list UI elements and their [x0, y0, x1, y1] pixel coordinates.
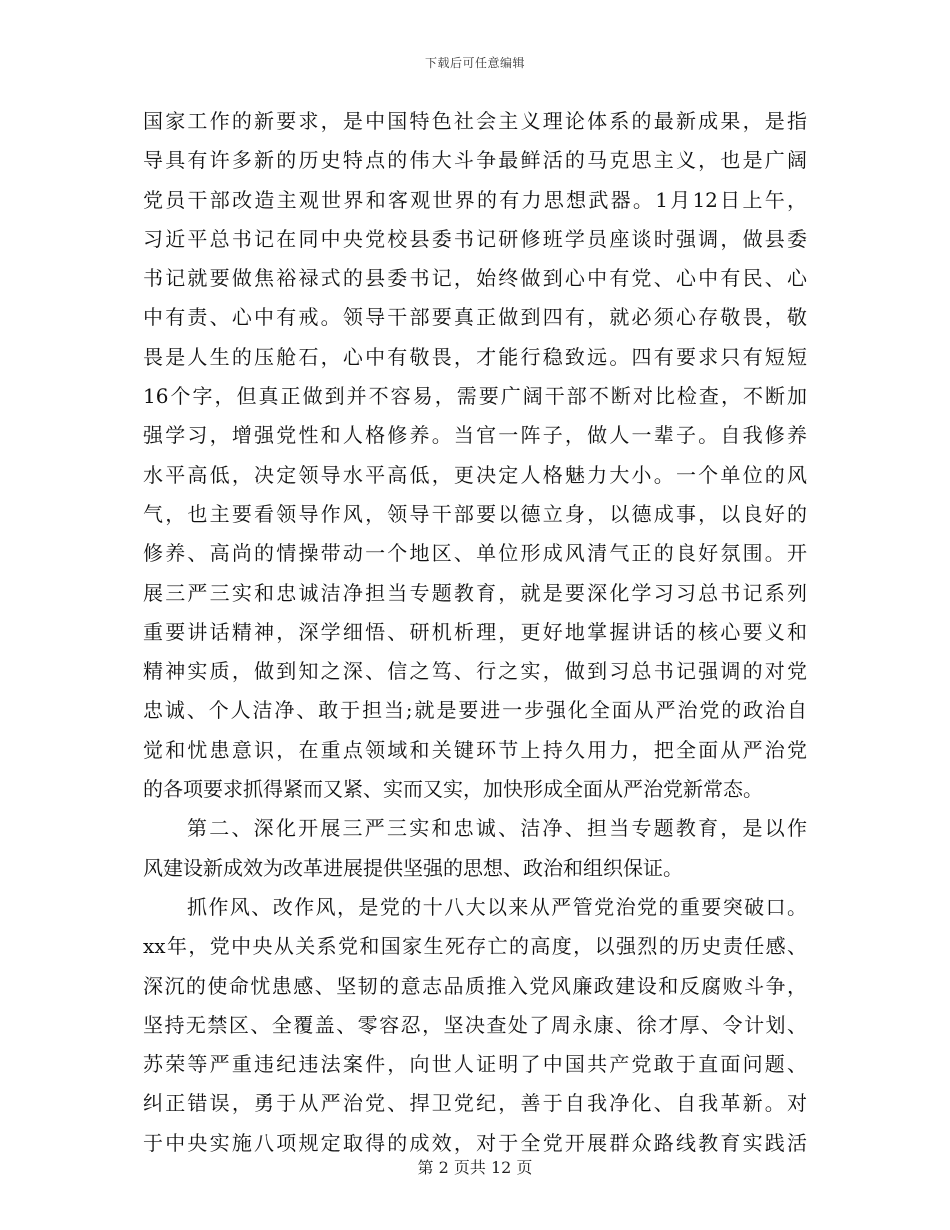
- page-header: 下载后可任意编辑: [424, 56, 525, 70]
- text-line: 水平高低，决定领导水平高低，更决定人格魅力大小。一个单位的风: [143, 462, 807, 487]
- text-line: 风建设新成效为改革进展提供坚强的思想、政治和组织保证。: [143, 855, 683, 880]
- text-line: 16个字，但真正做到并不容易，需要广阔干部不断对比检查，不断加: [143, 384, 807, 409]
- text-line: 抓作风、改作风，是党的十八大以来从严管党治党的重要突破口。: [187, 894, 807, 919]
- text-line: 书记就要做焦裕禄式的县委书记，始终做到心中有党、心中有民、心: [143, 266, 807, 291]
- text-line: 纠正错误，勇于从严治党、捍卫党纪，善于自我净化、自我革新。对: [143, 1091, 807, 1116]
- text-line: 苏荣等严重违纪违法案件，向世人证明了中国共产党敢于直面问题、: [143, 1052, 807, 1077]
- text-line: 重要讲话精神，深学细悟、研机析理，更好地掌握讲话的核心要义和: [143, 619, 807, 644]
- text-line: 于中央实施八项规定取得的成效，对于全党开展群众路线教育实践活: [143, 1130, 807, 1155]
- text-line: 习近平总书记在同中央党校县委书记研修班学员座谈时强调，做县委: [143, 226, 807, 251]
- text-line: 展三严三实和忠诚洁净担当专题教育，就是要深化学习习总书记系列: [143, 580, 807, 605]
- text-line: 忠诚、个人洁净、敢于担当;就是要进一步强化全面从严治党的政治自: [143, 698, 807, 723]
- page-footer: 第 2 页共 12 页: [417, 1158, 533, 1177]
- text-line: xx年，党中央从关系党和国家生死存亡的高度，以强烈的历史责任感、: [143, 934, 807, 959]
- text-line: 中有责、心中有戒。领导干部要真正做到四有，就必须心存敬畏，敬: [143, 305, 807, 330]
- text-line: 坚持无禁区、全覆盖、零容忍，坚决查处了周永康、徐才厚、令计划、: [143, 1012, 807, 1037]
- text-line: 觉和忧患意识，在重点领域和关键环节上持久用力，把全面从严治党: [143, 737, 807, 762]
- text-line: 党员干部改造主观世界和客观世界的有力思想武器。1月12日上午，: [143, 187, 807, 212]
- text-line: 畏是人生的压舱石，心中有敬畏，才能行稳致远。四有要求只有短短: [143, 344, 807, 369]
- document-body: [143, 102, 807, 1163]
- text-line: 国家工作的新要求，是中国特色社会主义理论体系的最新成果，是指: [143, 109, 807, 133]
- text-line: 的各项要求抓得紧而又紧、实而又实，加快形成全面从严治党新常态。: [143, 777, 763, 802]
- text-line: 第二、深化开展三严三实和忠诚、洁净、担当专题教育，是以作: [187, 816, 807, 841]
- text-line: 深沉的使命忧患感、坚韧的意志品质推入党风廉政建设和反腐败斗争，: [143, 973, 807, 998]
- text-line: 气，也主要看领导作风，领导干部要以德立身，以德成事，以良好的: [143, 501, 807, 526]
- text-line: 导具有许多新的历史特点的伟大斗争最鲜活的马克思主义，也是广阔: [143, 148, 807, 173]
- text-line: 强学习，增强党性和人格修养。当官一阵子，做人一辈子。自我修养: [143, 423, 807, 448]
- text-line: 精神实质，做到知之深、信之笃、行之实，做到习总书记强调的对党: [143, 659, 807, 684]
- text-line: 修养、高尚的情操带动一个地区、单位形成风清气正的良好氛围。开: [143, 541, 807, 566]
